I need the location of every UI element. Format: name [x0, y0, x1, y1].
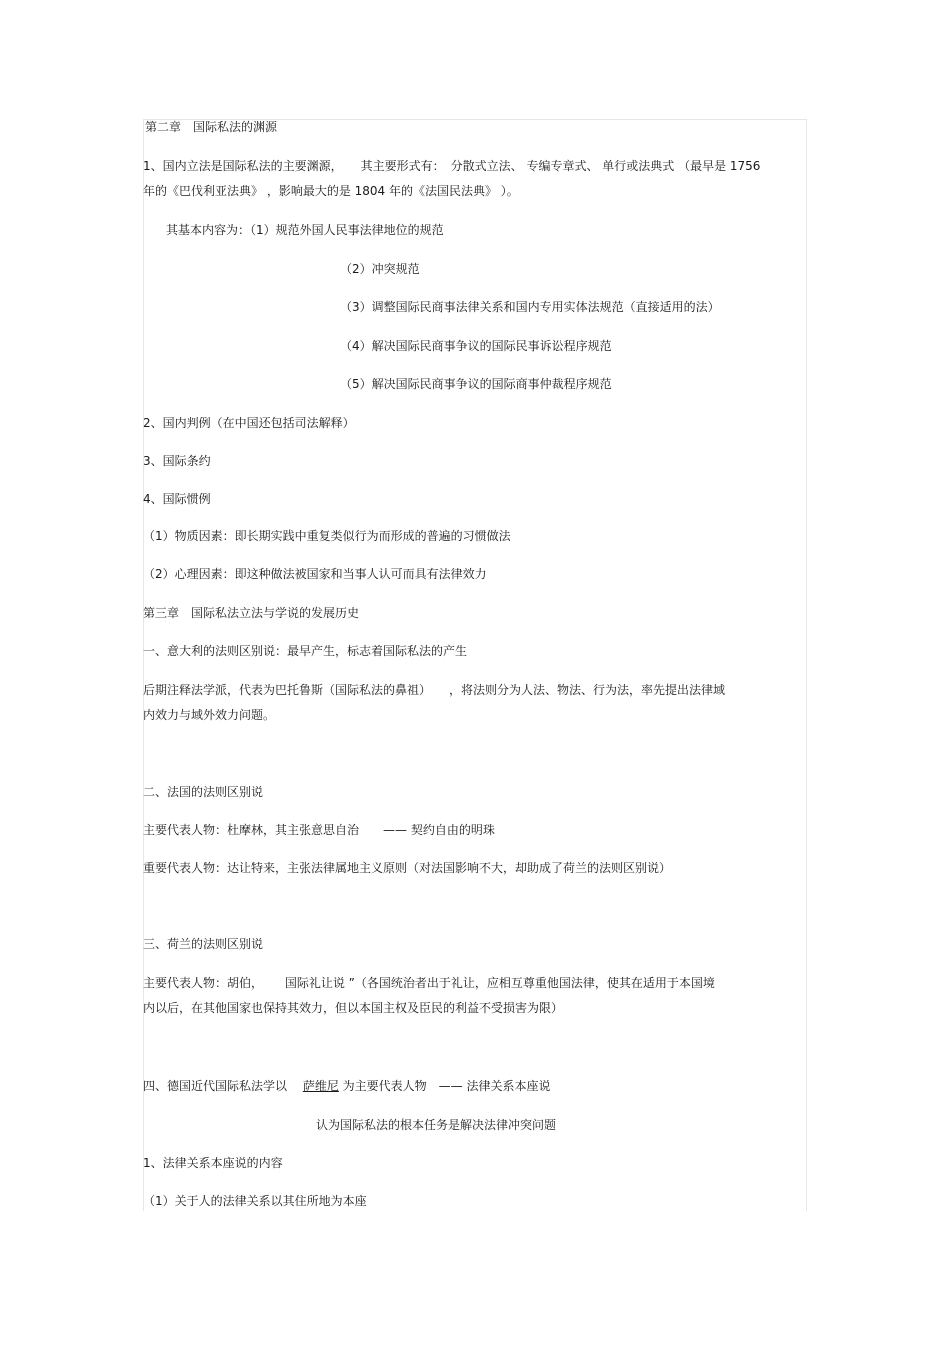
section-2-line-2: 重要代表人物：达让特来，主张法律属地主义原则（对法国影响不大，却助成了荷兰的法则区别说） [143, 861, 672, 875]
section-3-title: 三、荷兰的法则区别说 [143, 937, 264, 951]
section-3-line-2: 内以后，在其他国家也保持其效力，但以本国主权及臣民的利益不受损害为限） [143, 1001, 564, 1015]
basic-content-line: 其基本内容为：（1）规范外国人民事法律地位的规范 [166, 223, 444, 237]
section-4-subtitle: 认为国际私法的根本任务是解决法律冲突问题 [316, 1118, 557, 1132]
paragraph-4: 4、国际惯例 [143, 492, 211, 506]
basic-content-item: （5）解决国际民商事争议的国际商事仲裁程序规范 [340, 377, 612, 391]
page-frame-right [806, 119, 807, 1211]
paragraph-1-line-2: 年的《巴伐利亚法典》 ，影响最大的是 1804 年的《法国民法典》 ）。 [143, 184, 519, 198]
page-frame-left [143, 119, 144, 1211]
section-4-title [143, 1078, 550, 1094]
paragraph-1-line-1: 1、国内立法是国际私法的主要渊源， 其主要形式有： 分散式立法、 专编专章式、 单行或法典式 （最早是 1756 [143, 159, 761, 173]
paragraph-3: 3、国际条约 [143, 454, 211, 468]
savigny-name: 萨维尼 [302, 1079, 339, 1093]
section-4-title-suffix: 为主要代表人物 —— 法律关系本座说 [338, 1079, 551, 1093]
section-2-title: 二、法国的法则区别说 [143, 785, 264, 799]
paragraph-2: 2、国内判例（在中国还包括司法解释） [143, 416, 355, 430]
basic-content-item: （4）解决国际民商事争议的国际民事诉讼程序规范 [340, 339, 612, 353]
basic-content-item: （2）冲突规范 [340, 262, 420, 276]
basic-content-item: （3）调整国际民商事法律关系和国内专用实体法规范（直接适用的法） [340, 300, 720, 314]
section-1-title: 一、意大利的法则区别说：最早产生，标志着国际私法的产生 [143, 644, 468, 658]
section-2-line-1: 主要代表人物：杜摩林，其主张意思自治 —— 契约自由的明珠 [143, 823, 495, 837]
paragraph-4-item-1: （1）物质因素：即长期实践中重复类似行为而形成的普遍的习惯做法 [143, 529, 511, 543]
section-1-line-1: 后期注释法学派，代表为巴托鲁斯（国际私法的鼻祖） ，将法则分为人法、物法、行为法，率先提出法律域 [143, 683, 726, 697]
section-1-line-2: 内效力与域外效力问题。 [143, 708, 276, 722]
section-4-paragraph-1: 1、法律关系本座说的内容 [143, 1156, 283, 1170]
chapter-2-title: 第二章 国际私法的渊源 [145, 120, 278, 134]
section-4-title-prefix: 四、德国近代国际私法学以 [143, 1079, 303, 1093]
section-3-line-1: 主要代表人物：胡伯， 国际礼让说 ”（各国统治者出于礼让，应相互尊重他国法律，使其在适用于本国境 [143, 976, 715, 990]
section-4-paragraph-1-item-1: （1）关于人的法律关系以其住所地为本座 [143, 1194, 367, 1208]
paragraph-4-item-2: （2）心理因素：即这种做法被国家和当事人认可而具有法律效力 [143, 567, 487, 581]
chapter-3-title: 第三章 国际私法立法与学说的发展历史 [143, 606, 360, 620]
